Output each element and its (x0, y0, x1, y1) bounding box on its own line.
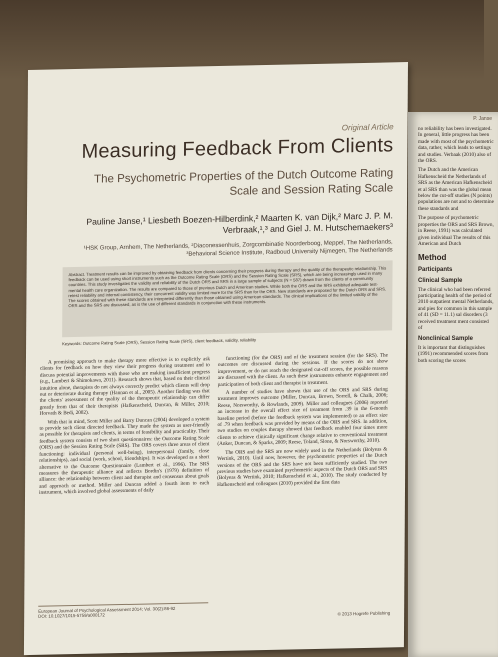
article-type-label: Original Article (341, 122, 394, 133)
paragraph: The purpose of psychometric properties the ORS and SRS Brown, in Reese, 1991) was calculated given individual The results of this American and Dutch (418, 215, 494, 247)
paragraph: A promising approach to make therapy more effective is to explicitly ask clients for feedback on how they view their progress during treatment and to discuss potential improvements with those who are making insufficient progress (e.g., Lambert & Shimokawa, 2011). Research shows that, based on their clinical intuition alone, therapists do not always correctly predict which clients will drop out or deteriorate during therapy (Hannan et al., 2005). Another finding was that the clients' assessment of the quality of the therapeutic relationship can differ greatly from that of their therapists (Hafkenscheid, Duncan, & Miller, 2010; Horvath & Bedi, 2002). (39, 356, 210, 418)
paragraph: The ORS and the SRS are now widely used in the Netherlands (Bolyeas & Wertink, 2010). Until now, however, the psychometric properties of the Dutch versions of the ORS and the SRS have not been sufficiently studied. The two previous studies have examined psychometric aspects of the Dutch ORS and SRS (Bolyeas & Wertink, 2010; Hafkenscheid et al., 2010). The study conducted by Hafkenscheid and colleagues (2010) provided the first data (217, 446, 388, 488)
journal-page (24, 62, 408, 655)
author-list: Pauline Janse,¹ Liesbeth Boezen-Hilberdink,² Maarten K. van Dijk,² Marc J. P. M. Verbraak,¹,³ and Giel J. M. Hutschemaekers³ (86, 210, 393, 235)
copyright-notice: © 2013 Hogrefe Publishing (337, 610, 391, 617)
body-column-left (39, 356, 210, 498)
paragraph: functioning (for the ORS) and of the treatment session (for the SRS). The outcomes are discussed during the sessions. If the scores do not show improvement, or do not reach the designated cut-off scores, the possible reasons are discussed with the client. As such these instruments enhance engagement and participation of both client and therapist in treatment. (217, 352, 388, 388)
clinical-sample-heading: Clinical Sample (418, 278, 463, 285)
facing-page (408, 112, 498, 657)
paragraph: The clinical who had been referred participating health of the period of 2010 outpatient mental Netherlands, and pies for common in this sample of 41 (SD = 11.1) sal disorders (3 received treatment ment consisted of (418, 286, 494, 331)
paragraph: A number of studies have shown that use of the ORS and SRS during treatment improves outcome (Miller, Duncan, Brown, Sorrell, & Chalk, 2006; Reese, Norsworthy, & Rowlands, 2009). Miller and colleagues (2006) reported an increase in the overall effect size of treatment from .39 in the 6-month baseline period (before the feedback system was implemented) to an effect size of .79 when feedback was provided by means of the ORS and SRS. In addition, two studies on couples therapy showed that feedback enabled four times more clients to achieve clinically significant change relative to conventional treatment (Anker, Duncan, & Sparks, 2009; Reese, Toland, Slone, & Norsworthy, 2010). (217, 386, 388, 448)
paragraph: The Dutch and the American Hafkenscheid the Netherlands of SRS as the American Hafkenscheid et al SRS than was the global mean below the cut-off studies (N points) populations are not and to determine these standards and (418, 167, 494, 212)
running-head: P. Janse (473, 116, 492, 122)
keywords: Keywords: Outcome Rating Scale (ORS), Session Rating Scale (SRS), client feedback, validity, reliability (62, 337, 257, 347)
facing-page-text (418, 126, 494, 364)
method-heading: Method (418, 253, 447, 263)
nonclinical-sample-heading: Nonclinical Sample (418, 336, 474, 343)
abstract-box: Abstract. Treatment results can be improved by obtaining feedback from clients concerning their progress during therapy and the quality of the therapeutic relationship. This feedback can be used using short instruments such as the Outcome Rating Scale (ORS) and the Session Rating Scale (SRS), which are being increasingly used in many countries. This study investigates the validity and reliability of the Dutch ORS and SRS in a large sample of subjects (N = 587) drawn from the clients of a community mental health care organization. The results are compared to those of previous Dutch and American studies. While both the ORS and the SRS exhibited adequate test-retest reliability and internal consistency, their concurrent validity was limited more for the SRS than for the ORS. New standards are proposed for the Dutch ORS and SRS. The scores obtained with these standards are interpreted differently than those obtained using American standards. The clinical implications of the limited validity of the ORS and the SRS are discussed, as is the use of different standards in conjunction with these instruments. (62, 260, 392, 337)
body-column-right (217, 352, 388, 490)
paragraph: no reliability has been investigated. In general, little progress has been made with most of the psychometric data, rather, which leads to settings and studies. Verbaak (2010) also of the ORS. (418, 126, 494, 165)
journal-citation-footer: European Journal of Psychological Assessment 2014; Vol. 30(2):86-92 DOI: 10.1027/1015-5759/a000172 (38, 602, 208, 619)
paragraph: It is important that distinguishes (1991) recommended scores from both scoring the scores (418, 344, 489, 364)
paragraph: With that in mind, Scott Miller and Barry Duncan (2004) developed a system to provide such client directed feedback. They made the system as user-friendly as possible for therapists and clients, in terms of feasibility and practicality. Their feedback system consists of two short questionnaires: the Outcome Rating Scale (ORS) and the Session Rating Scale (SRS). The ORS covers three areas of client functioning: individual (personal well-being), interpersonal (family, close relationships), and social (work, school, friendships). It was developed as a short alternative to the Outcome Questionnaire (Lambert et al., 1996). The SRS measures the therapeutic alliance and reflects Bordin's (1979) definition of alliance: the relationship between client and therapist and consensus about goals and approach or method. Miller and Duncan added a fourth item to each instrument, which involved global assessments of daily (39, 415, 210, 496)
affiliations: ¹HSK Group, Arnhem, The Netherlands, ²Diaconessenhuis, Zorgcombinatie Noorderboog, Meppel, The Netherlands, ³Behavioral Science Institute, Radboud University Nijmegen, The Netherlands (83, 239, 393, 258)
article-title: Measuring Feedback From Clients (81, 134, 394, 163)
participants-heading: Participants (418, 266, 453, 273)
article-subtitle: The Psychometric Properties of the Dutch Outcome Rating Scale and Session Rating Scale (94, 167, 394, 198)
